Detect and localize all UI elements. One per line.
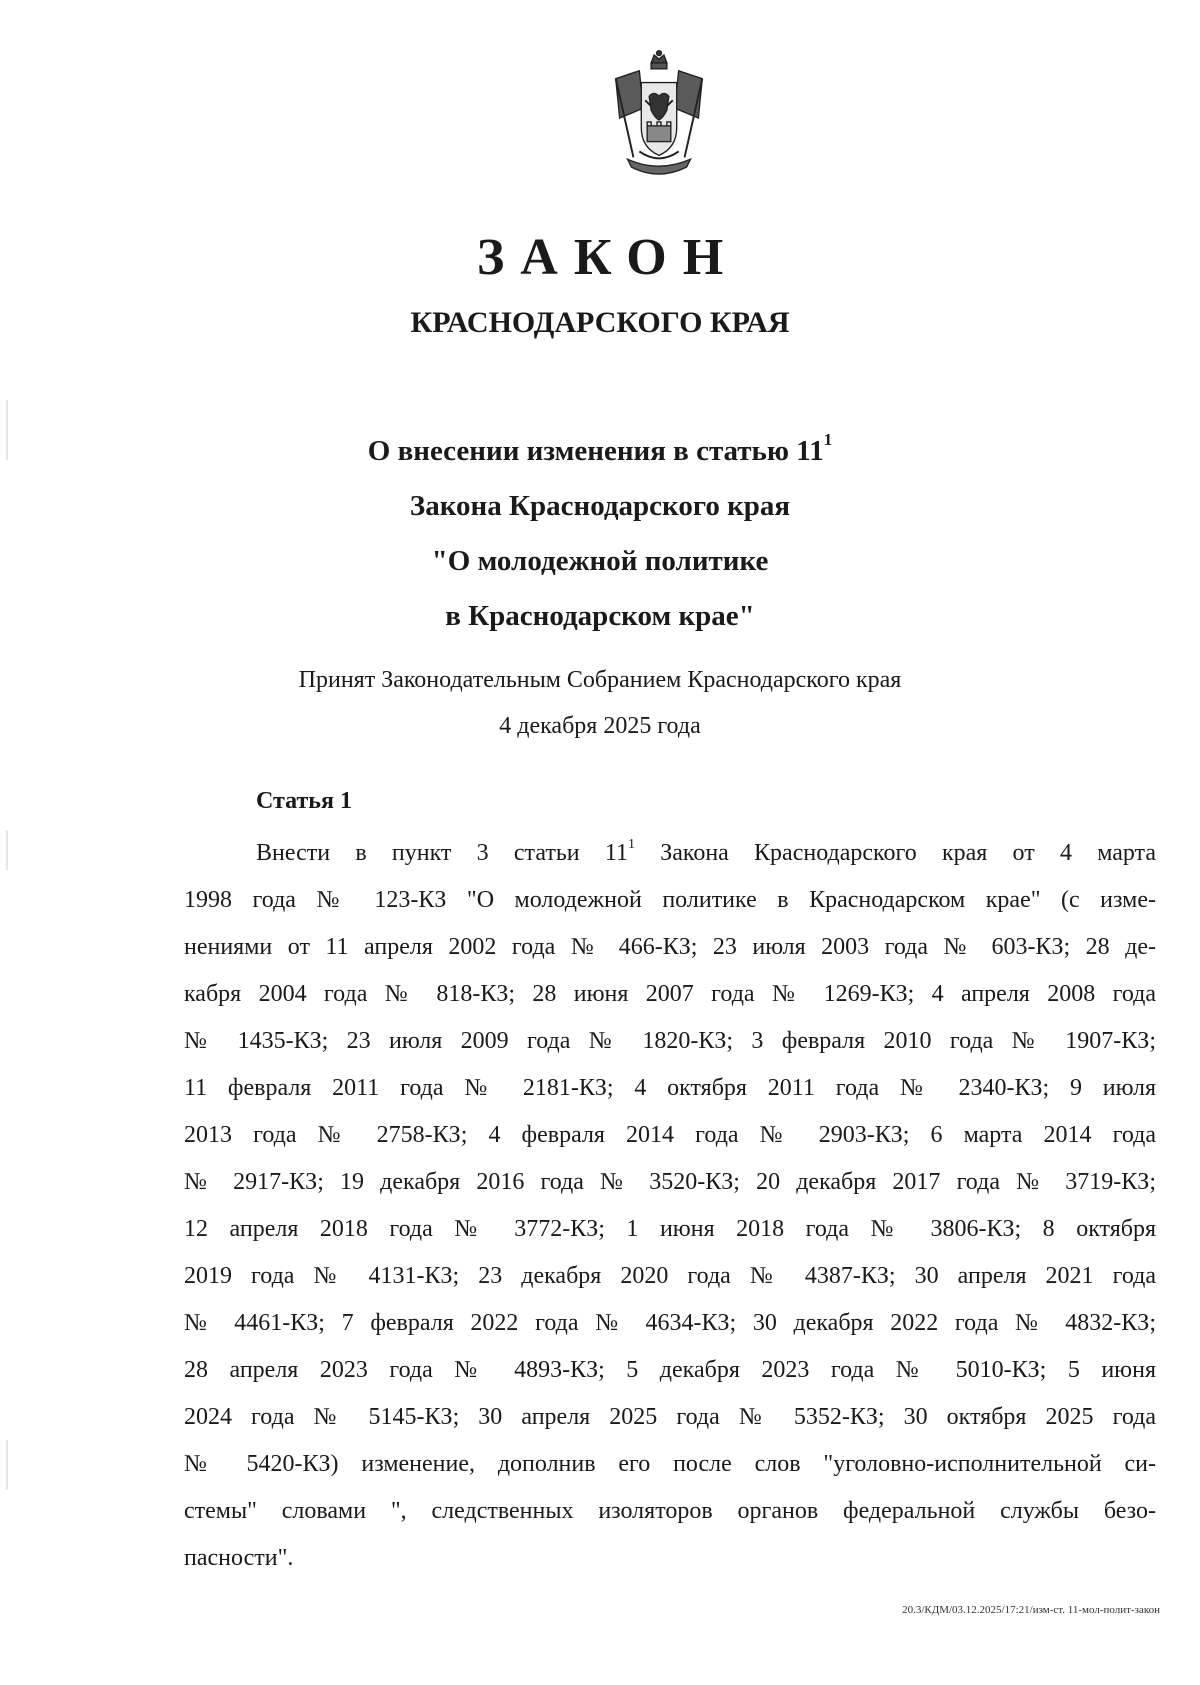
scan-artifact xyxy=(6,1440,8,1490)
article-line: пасности". xyxy=(184,1545,294,1571)
article-line: № 5420-КЗ) изменение, дополнив его после слов "уголовно-исполнительной си- xyxy=(184,1451,1156,1477)
law-title xyxy=(0,424,1200,644)
article-line: 2019 года № 4131-КЗ; 23 декабря 2020 года № 4387-КЗ; 30 апреля 2021 года xyxy=(184,1263,1156,1289)
article-line: 2013 года № 2758-КЗ; 4 февраля 2014 года № 2903-КЗ; 6 марта 2014 года xyxy=(184,1122,1156,1148)
scan-artifact xyxy=(6,400,8,460)
article-line: 28 апреля 2023 года № 4893-КЗ; 5 декабря 2023 года № 5010-КЗ; 5 июня xyxy=(184,1357,1156,1383)
article-line: 1998 года № 123-КЗ "О молодежной политике в Краснодарском крае" (с изме- xyxy=(184,887,1156,913)
article-line: 12 апреля 2018 года № 3772-КЗ; 1 июня 2018 года № 3806-КЗ; 8 октября xyxy=(184,1216,1156,1242)
article-heading: Статья 1 xyxy=(256,788,352,814)
article-line: № 2917-КЗ; 19 декабря 2016 года № 3520-КЗ; 20 декабря 2017 года № 3719-КЗ; xyxy=(184,1169,1156,1195)
article-body xyxy=(184,830,1156,1582)
adoption-body: Принят Законодательным Собранием Краснодарского края xyxy=(298,667,902,693)
law-title-line: "О молодежной политике xyxy=(431,545,769,577)
law-title-line: в Краснодарском крае" xyxy=(445,600,755,632)
article-line: 11 февраля 2011 года № 2181-КЗ; 4 октября 2011 года № 2340-КЗ; 9 июля xyxy=(184,1075,1156,1101)
superscript: 1 xyxy=(627,837,635,852)
law-title-line: Закона Краснодарского края xyxy=(409,490,791,522)
article-line: стемы" словами ", следственных изоляторов органов федеральной службы безо- xyxy=(184,1498,1156,1524)
issuing-region-heading: КРАСНОДАРСКОГО КРАЯ xyxy=(410,306,790,339)
document-type-heading: ЗАКОН xyxy=(476,229,740,286)
scan-artifact xyxy=(6,830,8,870)
article-line: кабря 2004 года № 818-КЗ; 28 июня 2007 года № 1269-КЗ; 4 апреля 2008 года xyxy=(184,981,1156,1007)
article-line: нениями от 11 апреля 2002 года № 466-КЗ; 23 июля 2003 года № 603-КЗ; 28 де- xyxy=(184,934,1156,960)
article-line: Внести в пункт 3 статьи $11^1$ Закона Краснодарского края от 4 марта xyxy=(256,837,1156,866)
adoption-date: 4 декабря 2025 года xyxy=(499,713,701,739)
coat-of-arms-icon xyxy=(600,48,718,188)
article-line: № 4461-КЗ; 7 февраля 2022 года № 4634-КЗ; 30 декабря 2022 года № 4832-КЗ; xyxy=(184,1310,1156,1336)
article-line: № 1435-КЗ; 23 июля 2009 года № 1820-КЗ; 3 февраля 2010 года № 1907-КЗ; xyxy=(184,1028,1156,1054)
article-line: 2024 года № 5145-КЗ; 30 апреля 2025 года № 5352-КЗ; 30 октября 2025 года xyxy=(184,1404,1156,1430)
law-title-line: О внесении изменения в статью $11^1$ xyxy=(367,430,833,467)
superscript: 1 xyxy=(823,430,833,450)
document-registration-code: 20.3/КДМ/03.12.2025/17:21/изм-ст. 11-мол-полит-закон xyxy=(902,1604,1160,1616)
adoption-statement xyxy=(0,657,1200,749)
